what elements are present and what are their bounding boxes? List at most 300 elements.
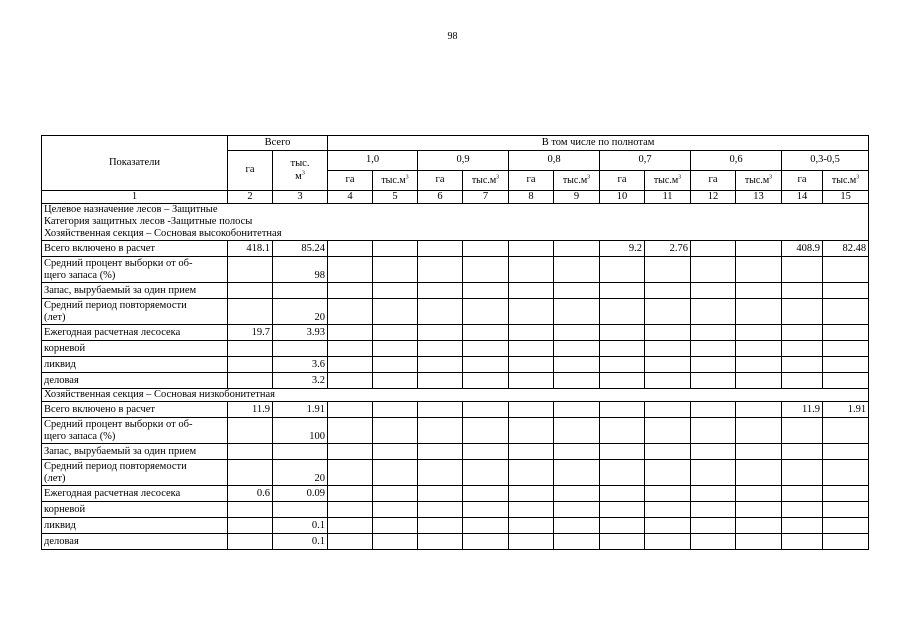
table-cell [509,241,554,257]
table-cell [600,444,645,460]
table-cell [691,241,736,257]
table-cell [418,460,463,486]
table-cell: 0.6 [228,486,273,502]
table-cell [600,534,645,550]
table-cell [823,444,869,460]
table-cell [691,534,736,550]
table-cell [736,460,782,486]
table-cell [782,341,823,357]
table-cell [273,502,328,518]
table-cell [823,299,869,325]
section-header [42,389,869,402]
table-row [42,486,869,502]
table-cell [463,373,509,389]
table-cell [554,325,600,341]
section-line: Целевое назначение лесов – Защитные [44,204,218,216]
section-header-row [42,389,869,402]
row-label: Запас, вырубаемый за один прием [42,283,228,299]
table-cell [600,460,645,486]
table-cell [782,444,823,460]
table-cell [782,373,823,389]
table-cell [782,325,823,341]
table-cell [228,534,273,550]
table-cell [373,283,418,299]
table-cell [509,518,554,534]
table-cell [373,502,418,518]
table-cell [228,299,273,325]
density-header: 0,6 [691,151,782,171]
column-number: 15 [823,191,869,204]
table-cell [554,283,600,299]
table-cell [645,534,691,550]
table-cell [823,518,869,534]
table-cell [228,257,273,283]
table-cell [228,518,273,534]
table-cell: 2.76 [645,241,691,257]
section-header-row [42,204,869,241]
table-cell [645,257,691,283]
table-cell [373,257,418,283]
table-cell [736,341,782,357]
section-header [42,204,869,241]
total-ha-header: га [228,151,273,191]
column-number: 5 [373,191,418,204]
table-cell [328,502,373,518]
table-cell [645,341,691,357]
table-cell [645,325,691,341]
table-cell [228,502,273,518]
table-cell [736,486,782,502]
table-cell [691,502,736,518]
column-number: 12 [691,191,736,204]
unit-m3: $м^3$ [295,170,305,182]
column-number: 2 [228,191,273,204]
table-cell [509,325,554,341]
unit-ha-header: га [782,171,823,191]
row-label: Ежегодная расчетная лесосека [42,325,228,341]
table-row [42,241,869,257]
table-cell [782,534,823,550]
table-cell [509,502,554,518]
table-cell [463,486,509,502]
table-cell [600,502,645,518]
table-cell [273,341,328,357]
table-cell [600,325,645,341]
table-cell [823,460,869,486]
indicators-header: Показатели [42,136,228,191]
table-row [42,299,869,325]
table-cell [418,444,463,460]
table-cell [554,402,600,418]
table-cell [228,460,273,486]
row-label: ликвид [42,518,228,534]
row-label: Ежегодная расчетная лесосека [42,486,228,502]
column-number: 3 [273,191,328,204]
table-cell [600,486,645,502]
table-cell [328,299,373,325]
row-label: Запас, вырубаемый за один прием [42,444,228,460]
table-cell: 85.24 [273,241,328,257]
table-cell [554,341,600,357]
table-cell [418,534,463,550]
table-cell [373,357,418,373]
table-cell [736,299,782,325]
row-label: Всего включено в расчет [42,241,228,257]
table-cell [691,341,736,357]
table-cell [691,357,736,373]
column-number: 14 [782,191,823,204]
table-cell [645,518,691,534]
unit-volume-header: $тыс.м^3$ [645,171,691,191]
table-cell [782,518,823,534]
table-cell [691,418,736,444]
table-cell [463,534,509,550]
table-cell [600,373,645,389]
table-cell [823,502,869,518]
column-number: 4 [328,191,373,204]
column-number: 9 [554,191,600,204]
table-cell [645,444,691,460]
table-cell [554,518,600,534]
row-label: Средний процент выборки от об- щего запаса (%) [42,257,228,283]
table-cell [418,283,463,299]
table-row [42,418,869,444]
table-row [42,444,869,460]
table-cell [418,418,463,444]
table-cell [554,486,600,502]
table-row [42,283,869,299]
row-label: Средний процент выборки от об- щего запаса (%) [42,418,228,444]
table-cell [691,373,736,389]
table-cell [418,502,463,518]
table-cell [418,341,463,357]
table-cell [328,257,373,283]
table-cell [373,486,418,502]
table-cell [691,460,736,486]
total-volume-header [273,151,328,191]
table-cell [823,486,869,502]
table-cell [600,402,645,418]
header-row-1 [42,136,869,151]
table-cell [328,518,373,534]
table-cell [782,283,823,299]
table-row [42,373,869,389]
table-cell [823,357,869,373]
table-cell [509,373,554,389]
table-cell [823,373,869,389]
table-cell [463,341,509,357]
column-number: 11 [645,191,691,204]
table-row [42,357,869,373]
table-cell [418,299,463,325]
table-cell [328,460,373,486]
table-cell [509,283,554,299]
table-cell: 418.1 [228,241,273,257]
table-cell [509,257,554,283]
unit-ha-header: га [600,171,645,191]
section-line: Хозяйственная секция – Сосновая высокобонитетная [44,228,282,240]
table-cell [463,418,509,444]
table-cell [645,418,691,444]
table-cell [418,518,463,534]
table-cell [554,502,600,518]
table-cell: 1.91 [823,402,869,418]
table-cell [645,402,691,418]
table-cell: 82.48 [823,241,869,257]
column-number: 10 [600,191,645,204]
table-cell [463,325,509,341]
table-cell: 20 [273,299,328,325]
table-cell [509,486,554,502]
table-cell [328,534,373,550]
row-label: корневой [42,341,228,357]
table-cell: 0.1 [273,534,328,550]
table-cell [328,325,373,341]
table-cell [691,518,736,534]
table-row [42,325,869,341]
table-cell: 100 [273,418,328,444]
table-cell [328,418,373,444]
table-cell [691,325,736,341]
table-cell [328,373,373,389]
table-cell [823,418,869,444]
table-row [42,502,869,518]
table-cell: 3.93 [273,325,328,341]
table-cell [736,357,782,373]
table-cell [782,257,823,283]
row-label: корневой [42,502,228,518]
table-row [42,518,869,534]
table-cell [736,502,782,518]
table-cell [418,257,463,283]
table-row [42,257,869,283]
table-cell [691,257,736,283]
table-cell [509,460,554,486]
table-cell [600,257,645,283]
table-cell [823,283,869,299]
table-cell [823,341,869,357]
table-cell: 3.2 [273,373,328,389]
table-cell [328,357,373,373]
table-cell [736,402,782,418]
table-cell [373,299,418,325]
table-cell [736,241,782,257]
table-cell [691,486,736,502]
table-cell [554,418,600,444]
table-row [42,341,869,357]
table-cell: 11.9 [782,402,823,418]
table-cell [228,418,273,444]
table-cell: 98 [273,257,328,283]
table-cell [463,257,509,283]
density-header: 0,8 [509,151,600,171]
table-cell [328,444,373,460]
section-line: Категория защитных лесов -Защитные полосы [44,216,253,228]
unit-ha-header: га [691,171,736,191]
data-table [41,135,869,550]
table-cell [418,241,463,257]
column-number: 6 [418,191,463,204]
total-header: Всего [228,136,328,151]
table-cell [600,299,645,325]
table-cell [782,460,823,486]
table-cell [782,299,823,325]
table-cell [373,373,418,389]
column-number: 8 [509,191,554,204]
row-label: Средний период повторяемости (лет) [42,299,228,325]
table-cell: 0.1 [273,518,328,534]
table-cell [823,257,869,283]
table-cell [509,299,554,325]
table-cell [463,460,509,486]
table-cell [736,283,782,299]
row-label: Всего включено в расчет [42,402,228,418]
unit-volume-header: $тыс.м^3$ [554,171,600,191]
table-cell [645,373,691,389]
table-cell [600,357,645,373]
by-density-header: В том числе по полнотам [328,136,869,151]
density-header: 1,0 [328,151,418,171]
table-cell [554,444,600,460]
table-cell [228,357,273,373]
table-cell [554,357,600,373]
table-cell [373,460,418,486]
unit-ha-header: га [418,171,463,191]
table-cell [328,341,373,357]
table-cell [373,402,418,418]
table-cell [228,373,273,389]
table-cell [463,444,509,460]
table-cell [373,325,418,341]
table-cell [463,283,509,299]
table-cell: 0.09 [273,486,328,502]
table-cell [645,502,691,518]
page-number: 98 [447,31,458,42]
table-cell [328,283,373,299]
table-cell [463,299,509,325]
unit-volume-header: $тыс.м^3$ [736,171,782,191]
table-cell [418,402,463,418]
column-number: 7 [463,191,509,204]
table-cell [554,373,600,389]
unit-ha-header: га [509,171,554,191]
table-cell [554,460,600,486]
density-header: 0,3-0,5 [782,151,869,171]
table-cell [463,357,509,373]
table-cell [823,325,869,341]
unit-volume-header: $тыс.м^3$ [463,171,509,191]
table-cell [509,402,554,418]
table-cell [736,373,782,389]
table-cell [736,325,782,341]
table-cell [328,241,373,257]
table-cell [600,341,645,357]
table-cell [645,460,691,486]
table-cell [463,518,509,534]
table-cell: 19.7 [228,325,273,341]
table-cell [273,283,328,299]
table-cell [373,341,418,357]
table-cell [782,502,823,518]
table-cell [600,283,645,299]
table-cell [463,241,509,257]
table-cell [645,283,691,299]
table-cell [509,418,554,444]
table-row [42,402,869,418]
density-header: 0,9 [418,151,509,171]
unit-thousand: тыс. [290,158,310,170]
table-cell [691,299,736,325]
table-row [42,534,869,550]
table-cell [373,418,418,444]
table-cell: 11.9 [228,402,273,418]
table-cell [782,357,823,373]
table-cell [373,518,418,534]
column-number: 13 [736,191,782,204]
table-cell [782,486,823,502]
table-cell [823,534,869,550]
table-cell [645,299,691,325]
table-cell [554,299,600,325]
table-cell: 408.9 [782,241,823,257]
unit-volume-header: $тыс.м^3$ [823,171,869,191]
table-cell: 1.91 [273,402,328,418]
table-cell [691,444,736,460]
table-cell [228,283,273,299]
column-number-row [42,191,869,204]
table-cell [691,402,736,418]
table-cell [373,241,418,257]
unit-volume-header: $тыс.м^3$ [373,171,418,191]
table-cell [736,518,782,534]
table-cell [373,444,418,460]
table-cell [736,444,782,460]
column-number: 1 [42,191,228,204]
table-cell [463,502,509,518]
unit-ha-header: га [328,171,373,191]
table-cell [600,418,645,444]
table-cell [373,534,418,550]
row-label: деловая [42,373,228,389]
row-label: ликвид [42,357,228,373]
table-cell [328,402,373,418]
table-cell [736,257,782,283]
table-cell [554,534,600,550]
table-cell [509,341,554,357]
table-cell [554,257,600,283]
table-cell [418,357,463,373]
row-label: Средний период повторяемости (лет) [42,460,228,486]
table-cell [273,444,328,460]
table-row [42,460,869,486]
table-cell [463,402,509,418]
table-cell [736,534,782,550]
table-cell [418,486,463,502]
table-cell: 3.6 [273,357,328,373]
table-cell [228,444,273,460]
table-cell [645,357,691,373]
section-line: Хозяйственная секция – Сосновая низкобонитетная [44,389,276,401]
table-cell [509,534,554,550]
table-cell [509,357,554,373]
table-cell [509,444,554,460]
table-cell [228,341,273,357]
row-label: деловая [42,534,228,550]
table-cell: 9.2 [600,241,645,257]
table-cell [418,325,463,341]
table-cell [600,518,645,534]
density-header: 0,7 [600,151,691,171]
